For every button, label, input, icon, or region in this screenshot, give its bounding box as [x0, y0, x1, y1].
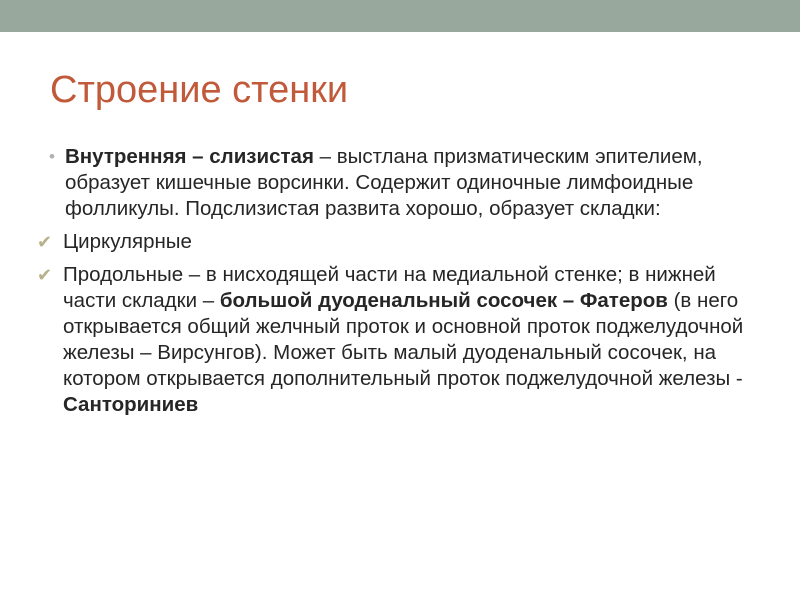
bullet-item-longitudinal — [37, 262, 767, 418]
checkmark-icon: ✔ — [37, 265, 53, 285]
bullet-item-circular — [37, 229, 767, 255]
bullet-dot-icon: • — [49, 147, 55, 166]
checkmark-icon: ✔ — [37, 232, 53, 252]
top-bar — [0, 0, 800, 32]
bullet-text: Продольные – в нисходящей части на медиальной стенке; в нижней части складки – — [63, 263, 716, 312]
bullet-text: (в него открывается общий желчный проток и основной проток поджелудочной железы – Вирсунгов). Может быть малый дуоденальный сосочек, на котором открывается дополнительный проток поджелудочной железы - — [63, 289, 744, 390]
slide-title: Строение стенки — [50, 69, 349, 111]
bold-term-vater: большой дуоденальный сосочек – Фатеров — [219, 289, 668, 312]
bold-term-santorini: Санториниев — [63, 393, 199, 416]
bold-lead: Внутренняя – слизистая — [65, 145, 314, 168]
bullet-text: Циркулярные — [63, 230, 192, 253]
bullet-text: – выстлана призматическим эпителием, образует кишечные ворсинки. Содержит одиночные лимфоидные фолликулы. Подслизистая развита хорошо, образует складки: — [65, 145, 703, 220]
slide-content — [37, 144, 767, 425]
bullet-item-main — [47, 144, 767, 222]
